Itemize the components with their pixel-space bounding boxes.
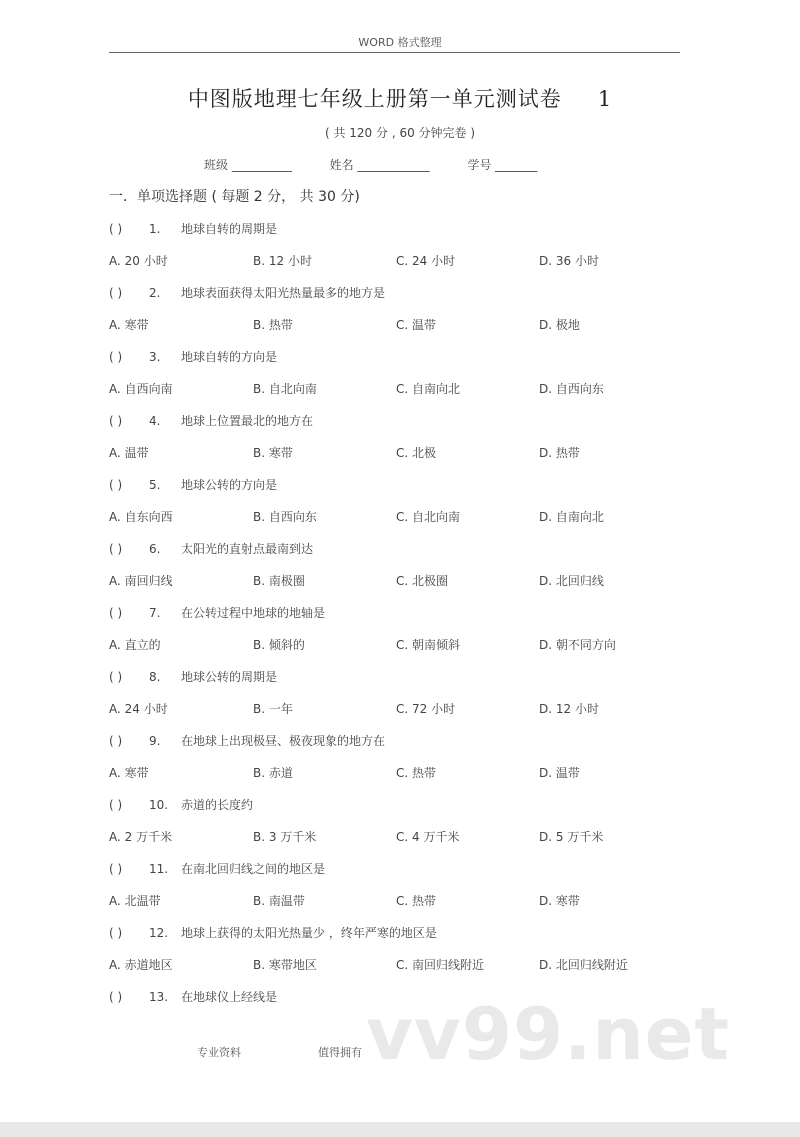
footer-left: 专业资料 [197,1046,241,1059]
question-1 [109,220,277,237]
option-b: B. 南极圈 [253,574,305,588]
question-text: 地球表面获得太阳光热量最多的地方是 [181,286,386,300]
option-c: C. 温带 [396,318,437,332]
option-d: D. 12 小时 [539,702,599,716]
option-b: B. 12 小时 [253,254,312,268]
question-10 [109,796,253,813]
question-text: 地球公转的周期是 [181,670,278,684]
question-3 [109,348,277,365]
option-b: B. 3 万千米 [253,830,317,844]
option-c: C. 72 小时 [396,702,456,716]
option-b: B. 自北向南 [253,382,317,396]
option-c: C. 南回归线附近 [396,958,485,972]
question-number: 9. [149,734,161,748]
question-number: 6. [149,542,161,556]
question-text: 在公转过程中地球的地轴是 [181,606,326,620]
answer-blank: ( ) [109,222,123,236]
option-a: A. 自东向西 [109,510,173,524]
student-info [204,156,571,173]
question-2 [109,284,385,301]
question-number: 2. [149,286,161,300]
section-title: 一．单项选择题 ( 每题 2 分， 共 30 分) [109,189,360,205]
title-text: 中图版地理七年级上册第一单元测试卷 [187,87,562,111]
student-id-field: 学号 _______ [467,158,538,172]
option-a: A. 南回归线 [109,574,173,588]
question-number: 11. [149,862,169,876]
question-number: 12. [149,926,169,940]
option-a: A. 24 小时 [109,702,168,716]
answer-blank: ( ) [109,478,123,492]
answer-blank: ( ) [109,670,123,684]
option-d: D. 温带 [539,766,580,780]
answer-blank: ( ) [109,734,123,748]
question-11 [109,860,325,877]
option-c: C. 北极 [396,446,437,460]
question-text: 地球公转的方向是 [181,478,278,492]
answer-blank: ( ) [109,606,123,620]
option-b: B. 一年 [253,702,293,716]
option-b: B. 赤道 [253,766,293,780]
option-a: A. 温带 [109,446,149,460]
option-a: A. 赤道地区 [109,958,173,972]
question-number: 5. [149,478,161,492]
answer-blank: ( ) [109,990,123,1004]
option-c: C. 热带 [396,766,437,780]
watermark: vv99.net [366,992,730,1076]
option-d: D. 朝不同方向 [539,638,616,652]
title-number: 1 [597,87,613,111]
question-4 [109,412,313,429]
question-7 [109,604,325,621]
question-text: 在南北回归线之间的地区是 [181,862,326,876]
option-a: A. 20 小时 [109,254,168,268]
option-a: A. 寒带 [109,766,149,780]
answer-blank: ( ) [109,926,123,940]
question-8 [109,668,277,685]
question-number: 4. [149,414,161,428]
question-text: 地球自转的方向是 [181,350,278,364]
option-d: D. 自南向北 [539,510,604,524]
question-text: 地球自转的周期是 [181,222,278,236]
page-title [0,83,800,113]
option-c: C. 自北向南 [396,510,461,524]
option-c: C. 朝南倾斜 [396,638,461,652]
answer-blank: ( ) [109,798,123,812]
question-number: 7. [149,606,161,620]
page-header: WORD 格式整理 [358,36,442,49]
option-b: B. 寒带地区 [253,958,317,972]
question-text: 地球上获得的太阳光热量少 ，终年严寒的地区是 [181,926,437,940]
answer-blank: ( ) [109,542,123,556]
option-a: A. 寒带 [109,318,149,332]
question-text: 赤道的长度约 [181,798,254,812]
name-field: 姓名 ____________ [329,158,430,172]
option-d: D. 36 小时 [539,254,599,268]
question-number: 13. [149,990,169,1004]
option-b: B. 寒带 [253,446,293,460]
option-c: C. 自南向北 [396,382,461,396]
answer-blank: ( ) [109,286,123,300]
option-a: A. 北温带 [109,894,161,908]
exam-subtitle: ( 共 120 分 , 60 分钟完卷 ) [324,126,476,140]
question-number: 1. [149,222,161,236]
option-d: D. 北回归线 [539,574,604,588]
page-bottom-edge [0,1122,800,1137]
option-c: C. 24 小时 [396,254,456,268]
option-b: B. 热带 [253,318,293,332]
question-text: 在地球仪上经线是 [181,990,278,1004]
class-field: 班级 __________ [204,158,292,172]
option-d: D. 热带 [539,446,580,460]
option-b: B. 自西向东 [253,510,317,524]
option-b: B. 南温带 [253,894,305,908]
option-c: C. 热带 [396,894,437,908]
question-text: 地球上位置最北的地方在 [181,414,314,428]
option-d: D. 自西向东 [539,382,604,396]
question-text: 太阳光的直射点最南到达 [181,542,314,556]
answer-blank: ( ) [109,414,123,428]
option-c: C. 北极圈 [396,574,449,588]
answer-blank: ( ) [109,350,123,364]
header-divider [109,52,680,53]
question-9 [109,732,385,749]
option-a: A. 2 万千米 [109,830,173,844]
question-number: 10. [149,798,169,812]
footer-right: 值得拥有 [318,1046,362,1059]
option-d: D. 极地 [539,318,580,332]
question-12 [109,924,437,941]
question-13 [109,988,277,1005]
question-number: 8. [149,670,161,684]
question-6 [109,540,313,557]
option-c: C. 4 万千米 [396,830,460,844]
option-b: B. 倾斜的 [253,638,305,652]
option-d: D. 北回归线附近 [539,958,628,972]
option-a: A. 自西向南 [109,382,173,396]
question-5 [109,476,277,493]
option-d: D. 5 万千米 [539,830,604,844]
option-d: D. 寒带 [539,894,580,908]
question-number: 3. [149,350,161,364]
question-text: 在地球上出现极昼、极夜现象的地方在 [181,734,386,748]
option-a: A. 直立的 [109,638,161,652]
answer-blank: ( ) [109,862,123,876]
